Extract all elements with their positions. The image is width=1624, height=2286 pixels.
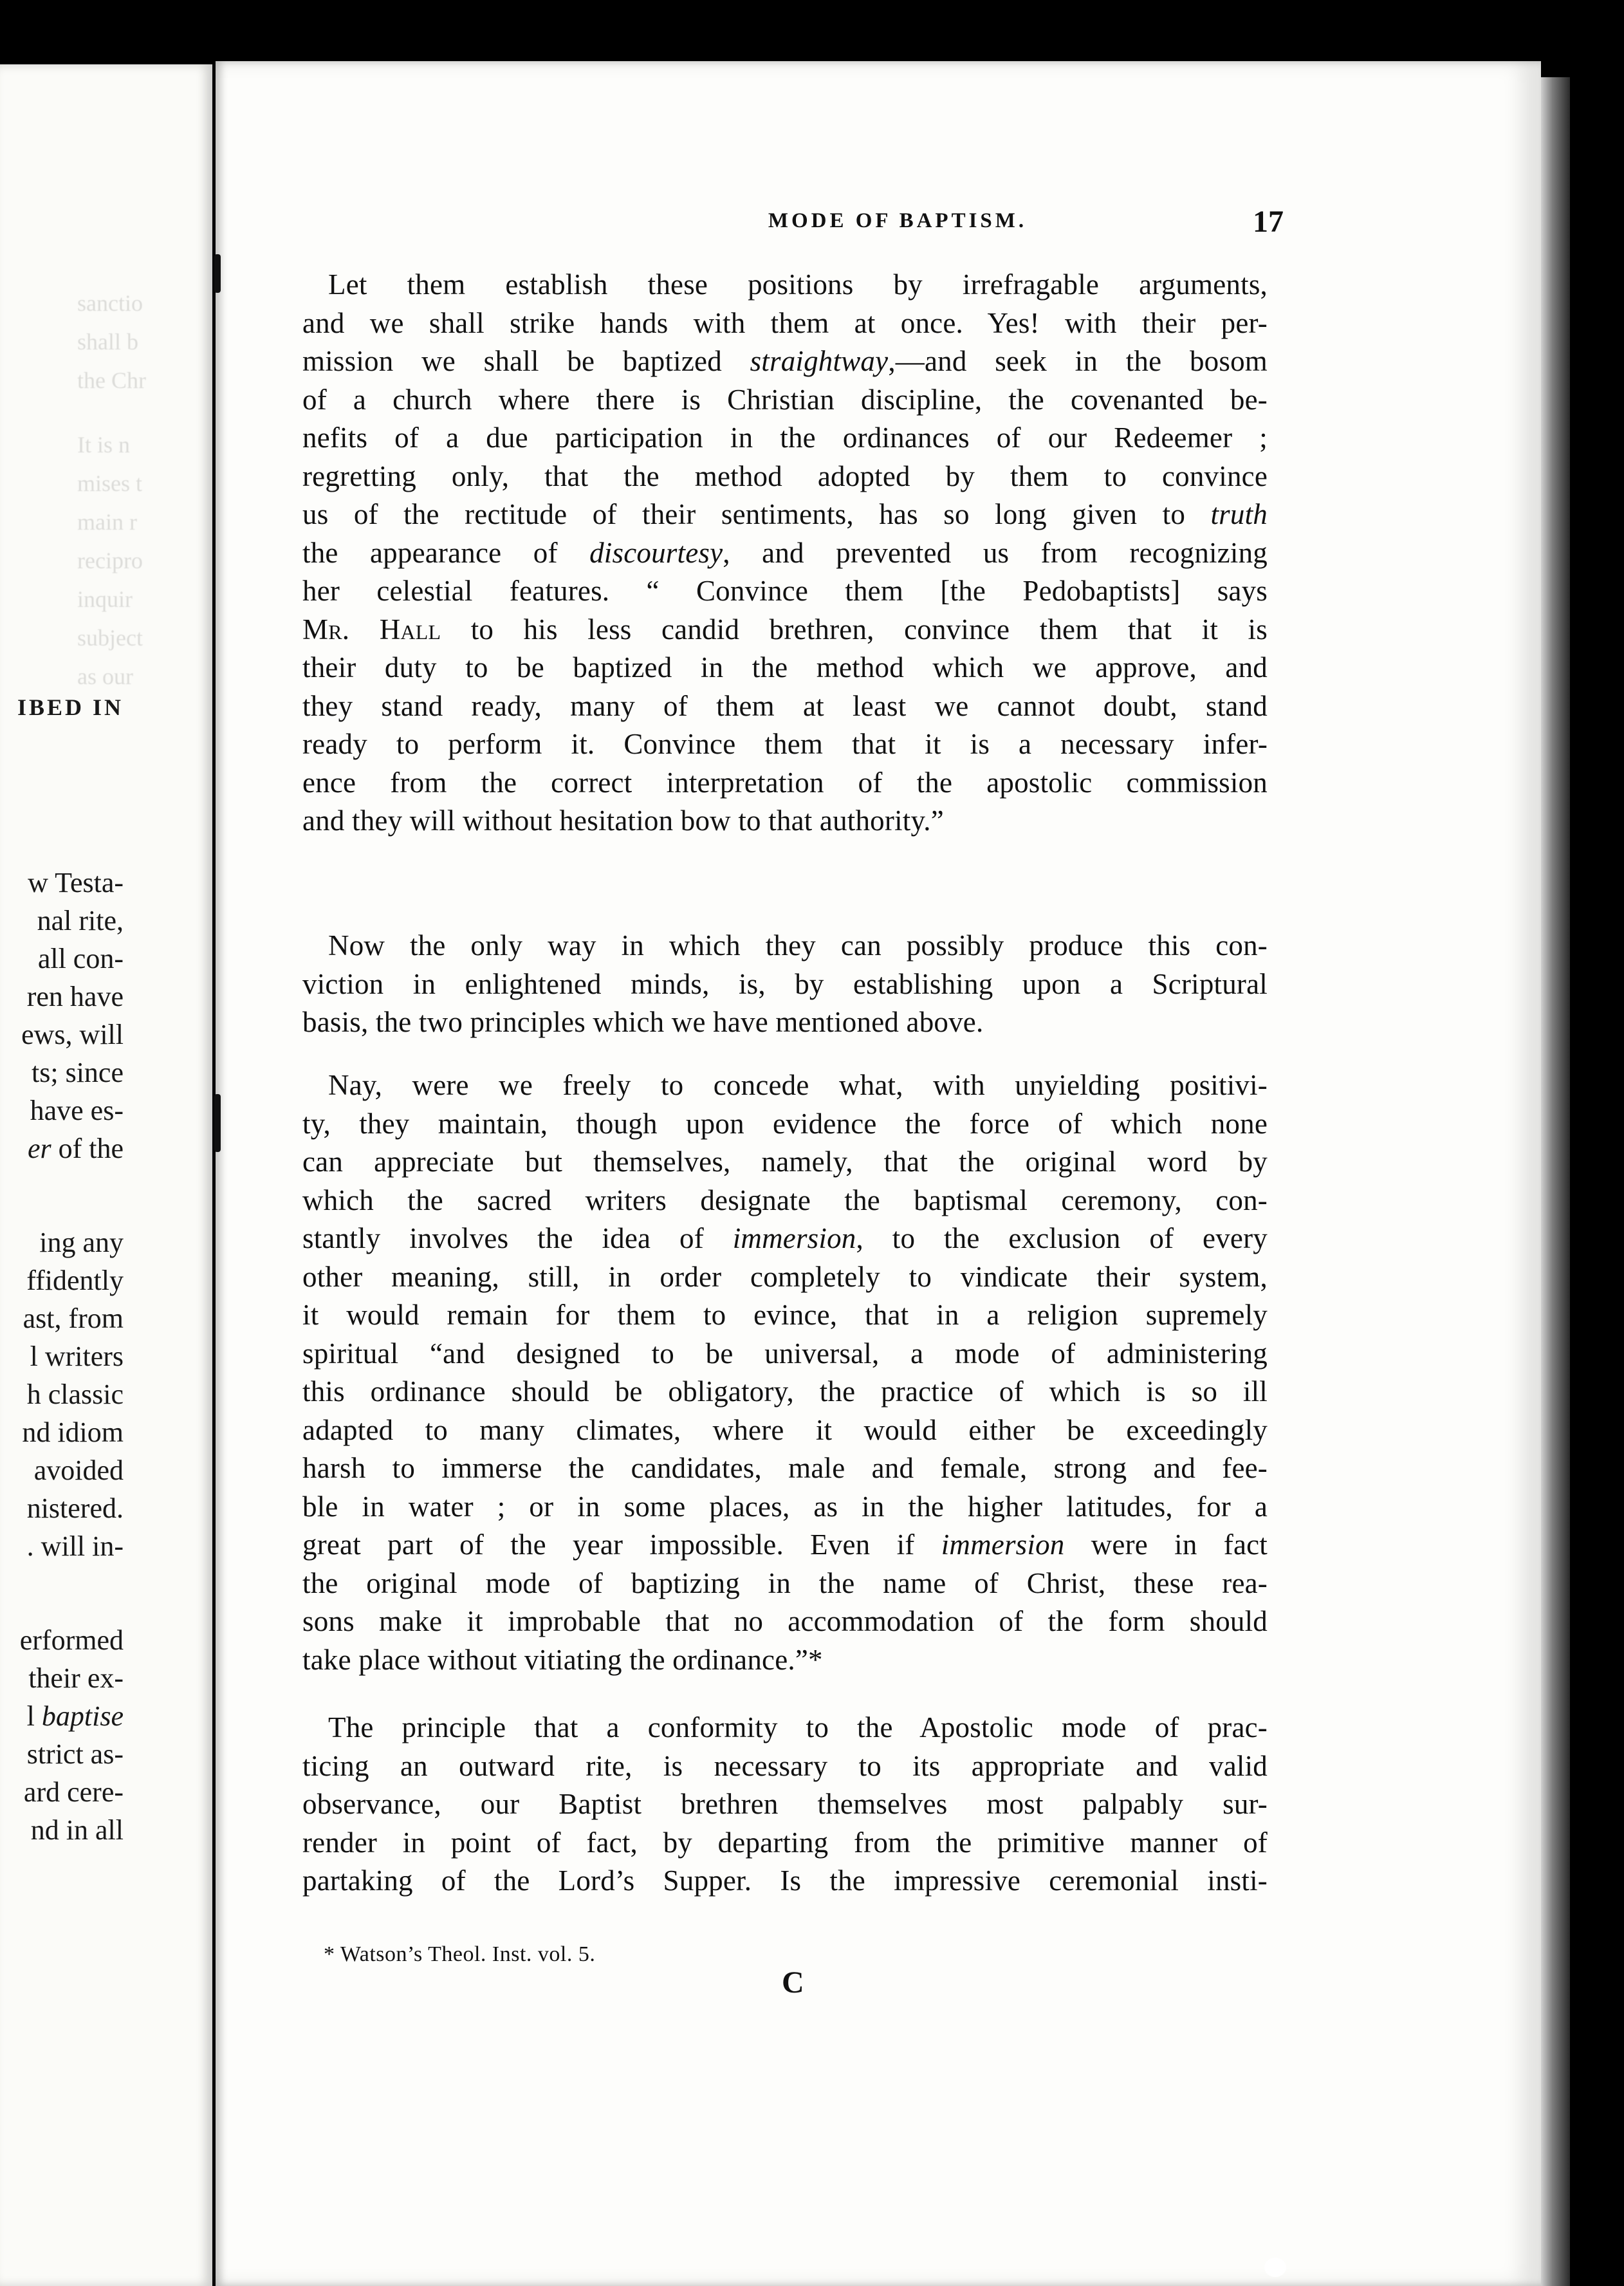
text-line: sons make it improbable that no accommodation of the form should bbox=[302, 1605, 1268, 1637]
left-text-line: all con- bbox=[37, 943, 124, 974]
page-number: 17 bbox=[1253, 205, 1284, 239]
left-text-line: nal rite, bbox=[37, 905, 124, 936]
left-text-line: h classic bbox=[26, 1379, 124, 1410]
text-line: Mr. Hall to his less candid brethren, convince them that it is bbox=[302, 613, 1268, 646]
left-text-line: . will in- bbox=[26, 1530, 124, 1562]
bleed-through-text: as our bbox=[77, 664, 133, 689]
running-title: MODE OF BAPTISM. bbox=[768, 209, 1028, 232]
left-text-line: nistered. bbox=[26, 1492, 124, 1524]
text-line: great part of the year impossible. Even if immersion were in fact bbox=[302, 1529, 1268, 1561]
bleed-through-text: recipro bbox=[77, 548, 143, 573]
left-text-line: strict as- bbox=[26, 1738, 124, 1770]
text-line: it would remain for them to evince, that in a religion supremely bbox=[302, 1299, 1268, 1331]
text-line: Nay, were we freely to concede what, with unyielding positivi- bbox=[328, 1069, 1268, 1101]
text-line: render in point of fact, by departing from the primitive manner of bbox=[302, 1826, 1268, 1859]
page-edge bbox=[1541, 77, 1570, 2286]
text-line: us of the rectitude of their sentiments, has so long given to truth bbox=[302, 498, 1268, 530]
text-line: they stand ready, many of them at least we cannot doubt, stand bbox=[302, 689, 1268, 722]
paragraph bbox=[302, 1066, 1268, 1679]
text-line: stantly involves the idea of immersion, to the exclusion of every bbox=[302, 1222, 1268, 1254]
bleed-through-text: sanctio bbox=[77, 290, 143, 316]
paragraph bbox=[302, 266, 1268, 841]
text-line: can appreciate but themselves, namely, that the original word by bbox=[302, 1146, 1268, 1178]
bleed-through-text: subject bbox=[77, 625, 143, 651]
left-text-line: ast, from bbox=[23, 1303, 124, 1334]
bleed-through-text: shall b bbox=[77, 329, 138, 355]
text-line: and we shall strike hands with them at once. Yes! with their per- bbox=[302, 306, 1268, 339]
text-line: partaking of the Lord’s Supper. Is the impressive ceremonial insti- bbox=[302, 1864, 1268, 1897]
bleed-through-text: the Chr bbox=[77, 367, 146, 393]
left-text-line: erformed bbox=[19, 1624, 124, 1656]
text-line: of a church where there is Christian discipline, the covenanted be- bbox=[302, 383, 1268, 416]
left-text-line: their ex- bbox=[28, 1662, 124, 1694]
left-text-line: ing any bbox=[39, 1227, 124, 1258]
left-text-line: nd in all bbox=[30, 1814, 124, 1846]
text-line: harsh to immerse the candidates, male and female, strong and fee- bbox=[302, 1452, 1268, 1484]
text-line: the appearance of discourtesy, and prevented us from recognizing bbox=[302, 536, 1268, 569]
text-line: her celestial features. “ Convince them [the Pedobaptists] says bbox=[302, 575, 1268, 607]
paragraph bbox=[302, 1709, 1268, 1900]
signature-mark: C bbox=[782, 1965, 804, 2000]
book-page bbox=[216, 61, 1541, 2286]
text-line: Let them establish these positions by irrefragable arguments, bbox=[328, 268, 1268, 301]
text-line: ence from the correct interpretation of the apostolic commission bbox=[302, 766, 1268, 799]
paragraph bbox=[302, 927, 1268, 1042]
text-line: ty, they maintain, though upon evidence the force of which none bbox=[302, 1107, 1268, 1140]
text-line: ticing an outward rite, is necessary to its appropriate and valid bbox=[302, 1749, 1268, 1782]
bleed-through-text: inquir bbox=[77, 586, 133, 612]
text-line: viction in enlightened minds, is, by establishing upon a Scriptural bbox=[302, 967, 1268, 1000]
left-text-line: have es- bbox=[30, 1095, 124, 1126]
left-text-line: ts; since bbox=[32, 1057, 124, 1088]
text-line: nefits of a due participation in the ordinances of our Redeemer ; bbox=[302, 422, 1268, 454]
text-line: ready to perform it. Convince them that it is a necessary infer- bbox=[302, 728, 1268, 760]
text-line: regretting only, that the method adopted by them to convince bbox=[302, 460, 1268, 492]
text-line: basis, the two principles which we have mentioned above. bbox=[302, 1006, 984, 1038]
text-line: spiritual “and designed to be universal, a mode of administering bbox=[302, 1337, 1268, 1370]
left-text-line: ews, will bbox=[21, 1019, 124, 1050]
left-text-line: er of the bbox=[27, 1133, 124, 1164]
text-line: which the sacred writers designate the baptismal ceremony, con- bbox=[302, 1184, 1268, 1216]
dust-speck bbox=[1264, 2258, 1286, 2277]
bleed-through-text: It is n bbox=[77, 432, 131, 458]
bleed-through-text: mises t bbox=[77, 470, 143, 496]
gutter-mark bbox=[214, 254, 221, 293]
text-line: adapted to many climates, where it would either be exceedingly bbox=[302, 1413, 1268, 1446]
text-line: Now the only way in which they can possibly produce this con- bbox=[328, 929, 1268, 962]
left-text-line: l baptise bbox=[26, 1700, 124, 1732]
text-line: and they will without hesitation bow to that authority.” bbox=[302, 804, 944, 837]
text-line: their duty to be baptized in the method which we approve, and bbox=[302, 651, 1268, 683]
bleed-through-text: main r bbox=[77, 509, 137, 535]
gutter-mark bbox=[214, 1094, 221, 1152]
footnote: * Watson’s Theol. Inst. vol. 5. bbox=[324, 1942, 596, 1966]
left-text-line: ard cere- bbox=[23, 1776, 124, 1808]
text-line: ble in water ; or in some places, as in the higher latitudes, for a bbox=[302, 1490, 1268, 1523]
left-text-line: l writers bbox=[30, 1341, 124, 1372]
left-text-line: avoided bbox=[33, 1454, 124, 1486]
text-line: mission we shall be baptized straightway,—and seek in the bosom bbox=[302, 345, 1268, 377]
text-line: the original mode of baptizing in the name of Christ, these rea- bbox=[302, 1566, 1268, 1599]
text-line: take place without vitiating the ordinance.”* bbox=[302, 1643, 823, 1676]
left-heading-fragment: IBED IN bbox=[17, 694, 124, 720]
left-text-line: w Testa- bbox=[28, 867, 124, 898]
text-line: The principle that a conformity to the Apostolic mode of prac- bbox=[328, 1711, 1268, 1743]
left-text-line: nd idiom bbox=[22, 1417, 124, 1448]
left-text-line: ren have bbox=[26, 981, 124, 1012]
left-facing-page bbox=[0, 64, 212, 2286]
text-line: other meaning, still, in order completely to vindicate their system, bbox=[302, 1260, 1268, 1293]
text-line: observance, our Baptist brethren themselves most palpably sur- bbox=[302, 1788, 1268, 1820]
text-line: this ordinance should be obligatory, the practice of which is so ill bbox=[302, 1375, 1268, 1408]
left-text-line: ffidently bbox=[26, 1265, 124, 1296]
